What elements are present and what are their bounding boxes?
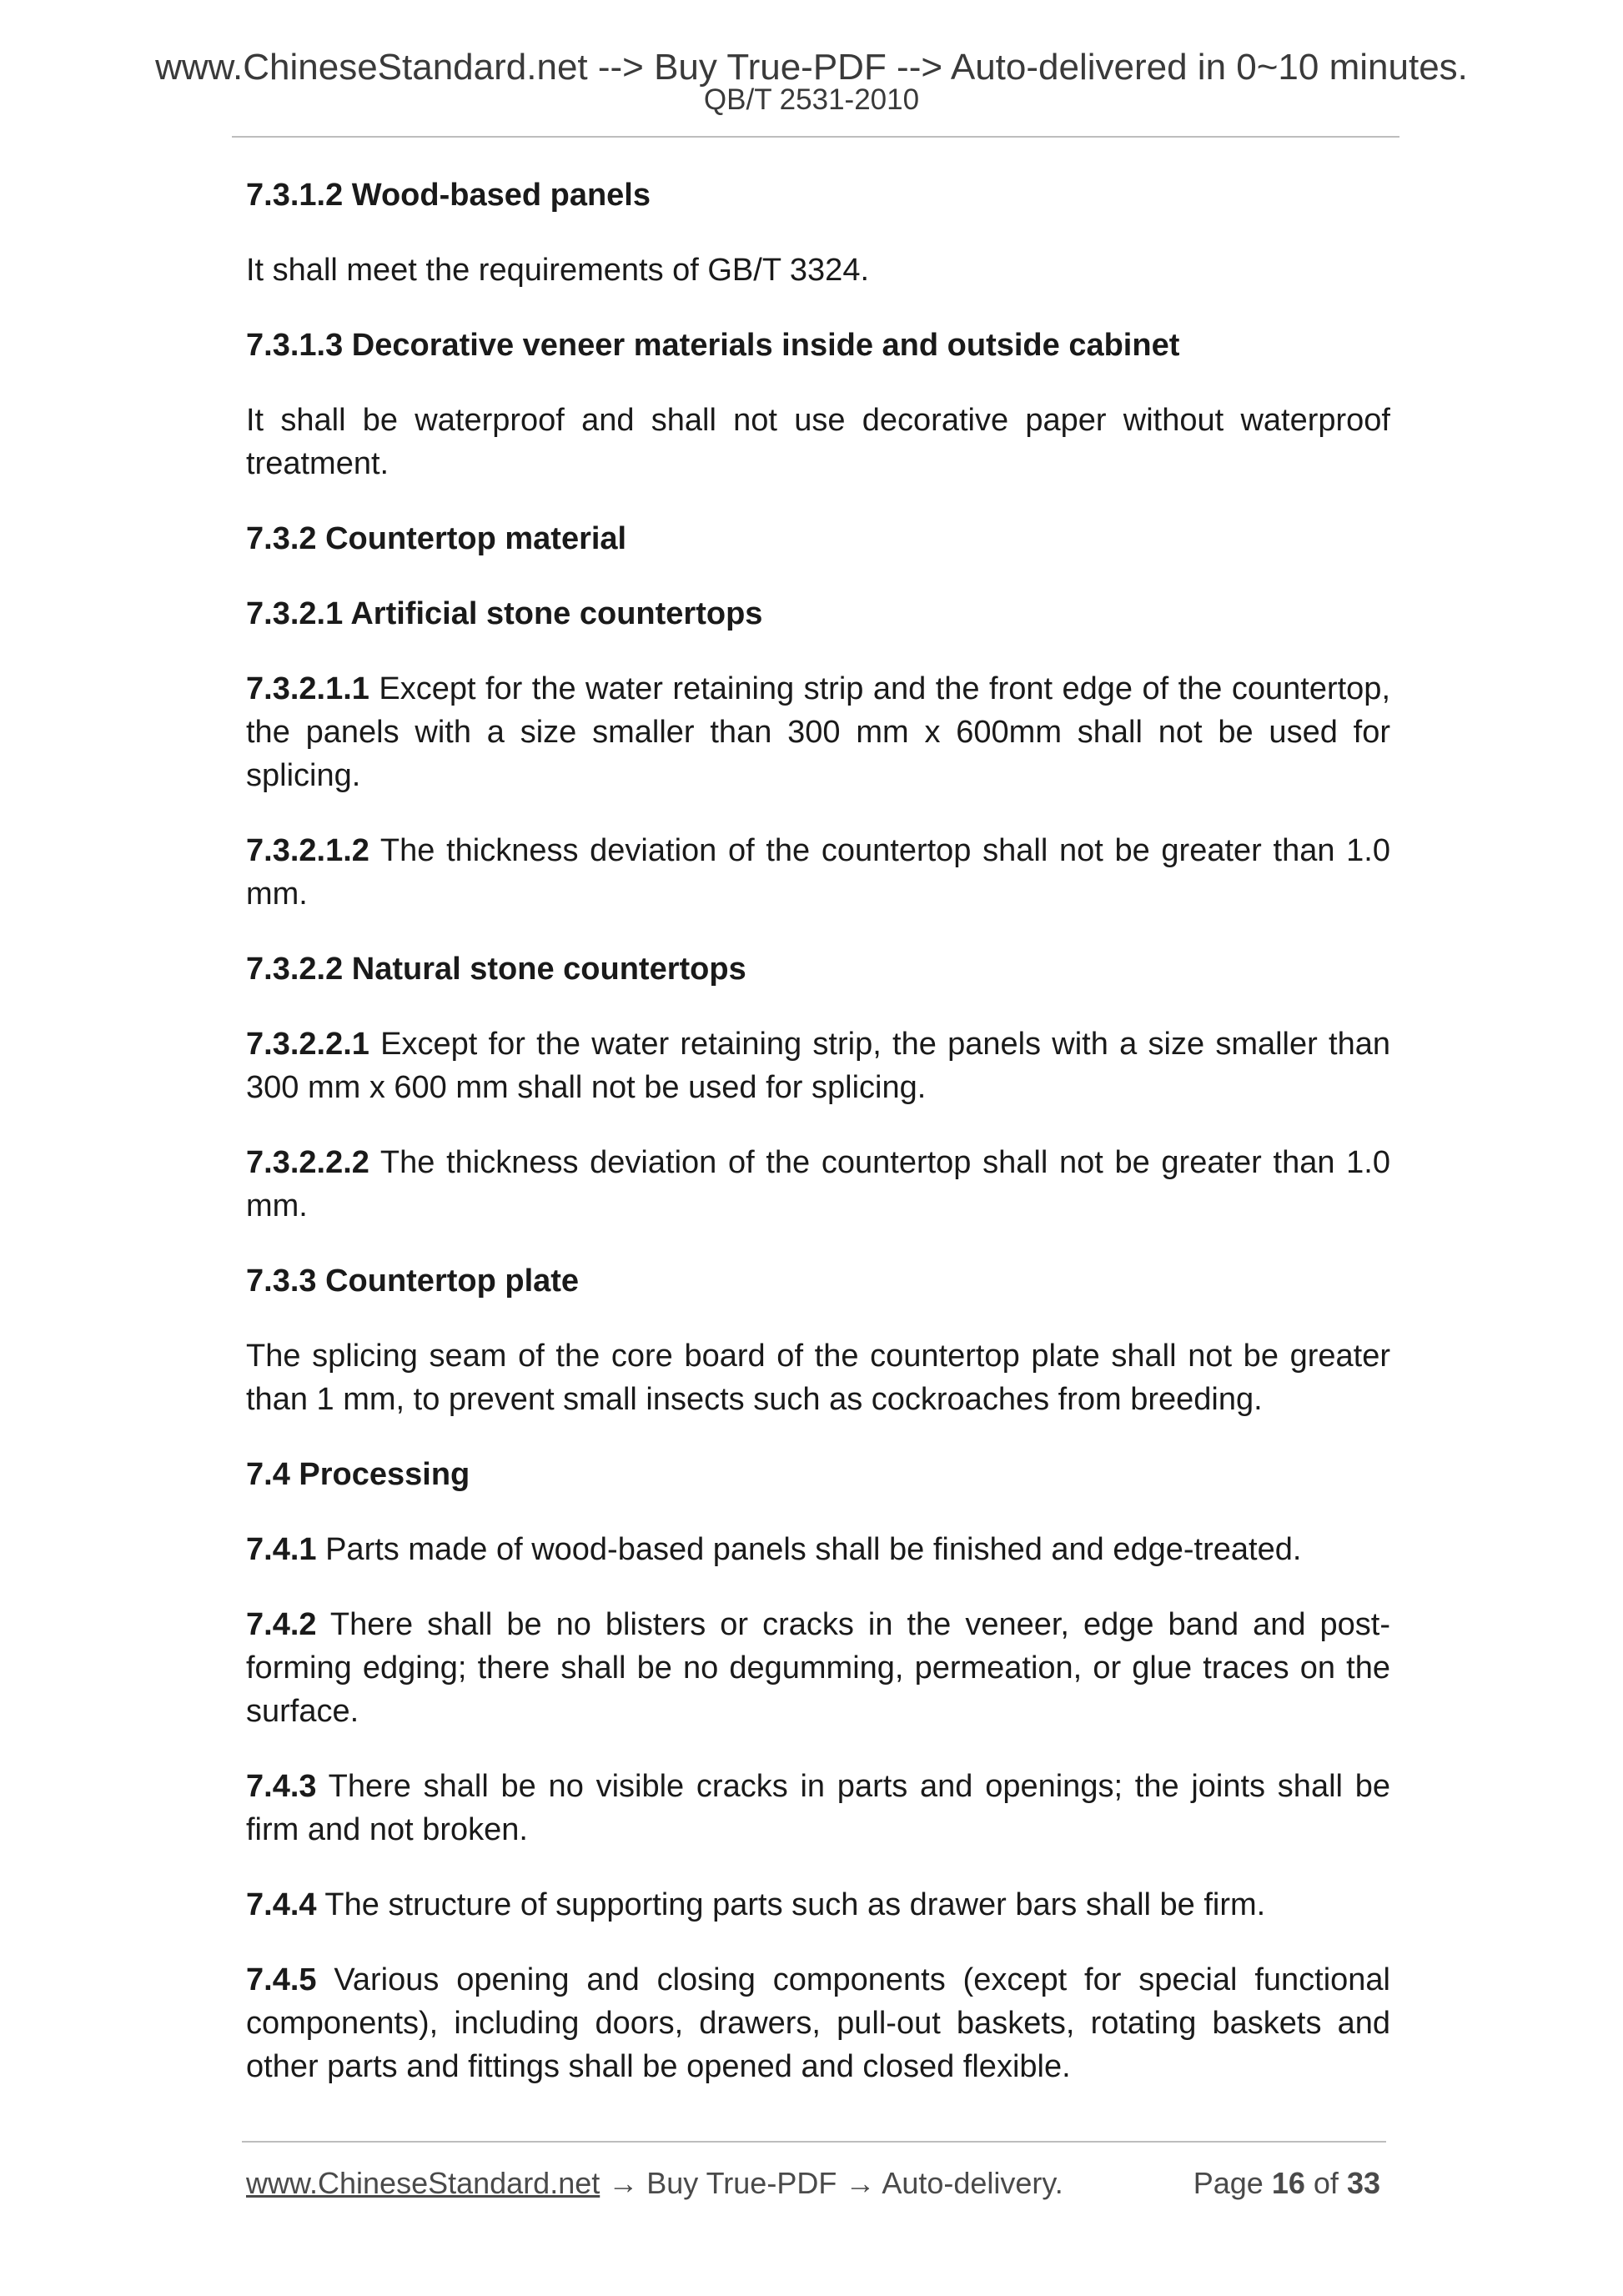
page-label: Page bbox=[1193, 2166, 1264, 2200]
clause-number: 7.3.2.1.2 bbox=[246, 833, 369, 868]
document-code: QB/T 2531-2010 bbox=[703, 83, 920, 116]
clause-text: Parts made of wood-based panels shall be finished and edge-treated. bbox=[316, 1532, 1302, 1567]
paragraph: It shall be waterproof and shall not use decorative paper without waterproof treatment. bbox=[246, 403, 1390, 481]
clause-number: 7.3.2.1.1 bbox=[246, 671, 369, 706]
clause-number: 7.4.1 bbox=[246, 1532, 317, 1567]
paragraph: It shall meet the requirements of GB/T 3324. bbox=[246, 253, 870, 288]
clause-number: 7.3.2.2.1 bbox=[246, 1027, 369, 1062]
clause-number: 7.4.5 bbox=[246, 1962, 317, 1997]
section-heading-7-3-1-3: 7.3.1.3 Decorative veneer materials inside and outside cabinet bbox=[246, 328, 1180, 363]
clause-7-4-5 bbox=[246, 1958, 1390, 2088]
top-banner[interactable]: www.ChineseStandard.net --> Buy True-PDF --> Auto-delivered in 0~10 minutes. bbox=[155, 47, 1468, 88]
section-heading-7-3-2-1: 7.3.2.1 Artificial stone countertops bbox=[246, 596, 763, 631]
clause-7-4-3 bbox=[246, 1765, 1390, 1851]
section-heading-7-4: 7.4 Processing bbox=[246, 1457, 470, 1492]
clause-text: Various opening and closing components (except for special functional components), including doors, drawers, pull-out baskets, rotating baskets and other parts and fittings shall be opened and closed flexible. bbox=[246, 1962, 1390, 2084]
footer-tagline: → Buy True-PDF → Auto-delivery. bbox=[600, 2166, 1063, 2200]
clause-7-3-2-2-2 bbox=[246, 1141, 1390, 1228]
clause-text: There shall be no blisters or cracks in the veneer, edge band and post-forming edging; there shall be no degumming, permeation, or glue traces on the surface. bbox=[246, 1607, 1390, 1729]
footer-promo bbox=[246, 2162, 1063, 2205]
clause-number: 7.4.4 bbox=[246, 1887, 317, 1922]
document-body bbox=[246, 173, 1390, 2120]
page-of-label: of bbox=[1313, 2166, 1339, 2200]
header-divider bbox=[232, 136, 1399, 138]
page-indicator bbox=[1193, 2162, 1380, 2205]
clause-number: 7.4.3 bbox=[246, 1769, 317, 1804]
page-footer bbox=[246, 2162, 1380, 2205]
clause-text: Except for the water retaining strip and the front edge of the countertop, the panels with a size smaller than 300 mm x 600mm shall not be used for splicing. bbox=[246, 671, 1390, 793]
section-heading-7-3-2: 7.3.2 Countertop material bbox=[246, 521, 627, 556]
clause-number: 7.3.2.2.2 bbox=[246, 1145, 369, 1180]
page-total: 33 bbox=[1346, 2166, 1380, 2200]
clause-7-4-2 bbox=[246, 1603, 1390, 1733]
footer-divider bbox=[242, 2141, 1386, 2143]
page-current: 16 bbox=[1271, 2166, 1305, 2200]
clause-text: There shall be no visible cracks in parts and openings; the joints shall be firm and not broken. bbox=[246, 1769, 1390, 1847]
clause-text: The thickness deviation of the countertop shall not be greater than 1.0 mm. bbox=[246, 1145, 1390, 1223]
paragraph: The splicing seam of the core board of the countertop plate shall not be greater than 1 mm, to prevent small insects such as cockroaches from breeding. bbox=[246, 1339, 1390, 1417]
clause-text: Except for the water retaining strip, the panels with a size smaller than 300 mm x 600 mm shall not be used for splicing. bbox=[246, 1027, 1390, 1105]
clause-text: The structure of supporting parts such as drawer bars shall be firm. bbox=[316, 1887, 1266, 1922]
section-heading-7-3-3: 7.3.3 Countertop plate bbox=[246, 1264, 580, 1299]
clause-7-3-2-1-1 bbox=[246, 667, 1390, 797]
clause-7-4-1 bbox=[246, 1528, 1390, 1571]
clause-7-4-4 bbox=[246, 1883, 1390, 1927]
clause-7-3-2-1-2 bbox=[246, 829, 1390, 916]
section-heading-7-3-1-2: 7.3.1.2 Wood-based panels bbox=[246, 178, 651, 213]
clause-7-3-2-2-1 bbox=[246, 1022, 1390, 1109]
clause-text: The thickness deviation of the countertop shall not be greater than 1.0 mm. bbox=[246, 833, 1390, 912]
footer-site-link[interactable]: www.ChineseStandard.net bbox=[246, 2166, 600, 2200]
clause-number: 7.4.2 bbox=[246, 1607, 317, 1642]
section-heading-7-3-2-2: 7.3.2.2 Natural stone countertops bbox=[246, 952, 746, 987]
